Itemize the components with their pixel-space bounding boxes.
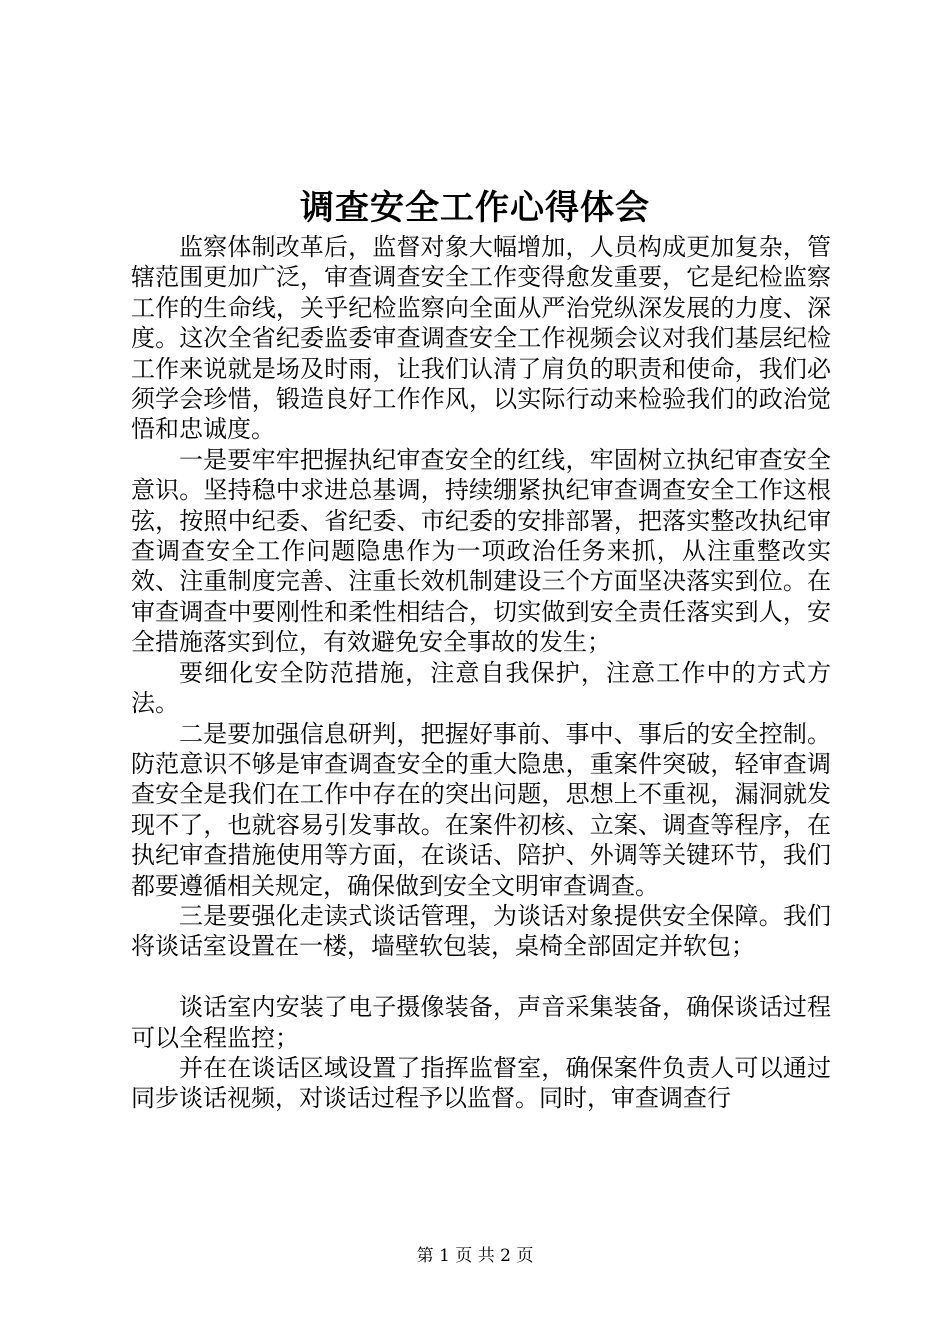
document-body (131, 232, 831, 1114)
paragraph: 二是要加强信息研判，把握好事前、事中、事后的安全控制。防范意识不够是审查调查安全的重大隐患，重案件突破，轻审查调查安全是我们在工作中存在的突出问题，思想上不重视，漏洞就发现不了，也就容易引发事故。在案件初核、立案、调查等程序，在执纪审查措施使用等方面，在谈话、陪护、外调等关键环节，我们都要遵循相关规定，确保做到安全文明审查调查。 (131, 719, 831, 900)
paragraph: 谈话室内安装了电子摄像装备，声音采集装备，确保谈话过程可以全程监控； (131, 993, 831, 1052)
document-title: 调查安全工作心得体会 (300, 188, 650, 228)
page-number-footer: 第 1 页 共 2 页 (416, 1246, 534, 1266)
paragraph: 要细化安全防范措施，注意自我保护，注意工作中的方式方法。 (131, 658, 831, 718)
paragraph: 一是要牢牢把握执纪审查安全的红线，牢固树立执纪审查安全意识。坚持稳中求进总基调，持续绷紧执纪审查调查安全工作这根弦，按照中纪委、省纪委、市纪委的安排部署，把落实整改执纪审查调查安全工作问题隐患作为一项政治任务来抓，从注重整改实效、注重制度完善、注重长效机制建设三个方面坚决落实到位。在审查调查中要刚性和柔性相结合，切实做到安全责任落实到人，安全措施落实到位，有效避免安全事故的发生； (131, 445, 831, 657)
paragraph: 监察体制改革后，监督对象大幅增加，人员构成更加复杂，管辖范围更加广泛，审查调查安全工作变得愈发重要，它是纪检监察工作的生命线，关乎纪检监察向全面从严治党纵深发展的力度、深度。这次全省纪委监委审查调查安全工作视频会议对我们基层纪检工作来说就是场及时雨，让我们认清了肩负的职责和使命，我们必须学会珍惜，锻造良好工作作风，以实际行动来检验我们的政治觉悟和忠诚度。 (131, 233, 831, 444)
paragraph: 并在在谈话区域设置了指挥监督室，确保案件负责人可以通过同步谈话视频，对谈话过程予以监督。同时，审查调查行 (131, 1053, 831, 1113)
paragraph: 三是要强化走读式谈话管理，为谈话对象提供安全保障。我们将谈话室设置在一楼，墙壁软包装，桌椅全部固定并软包； (131, 901, 831, 961)
